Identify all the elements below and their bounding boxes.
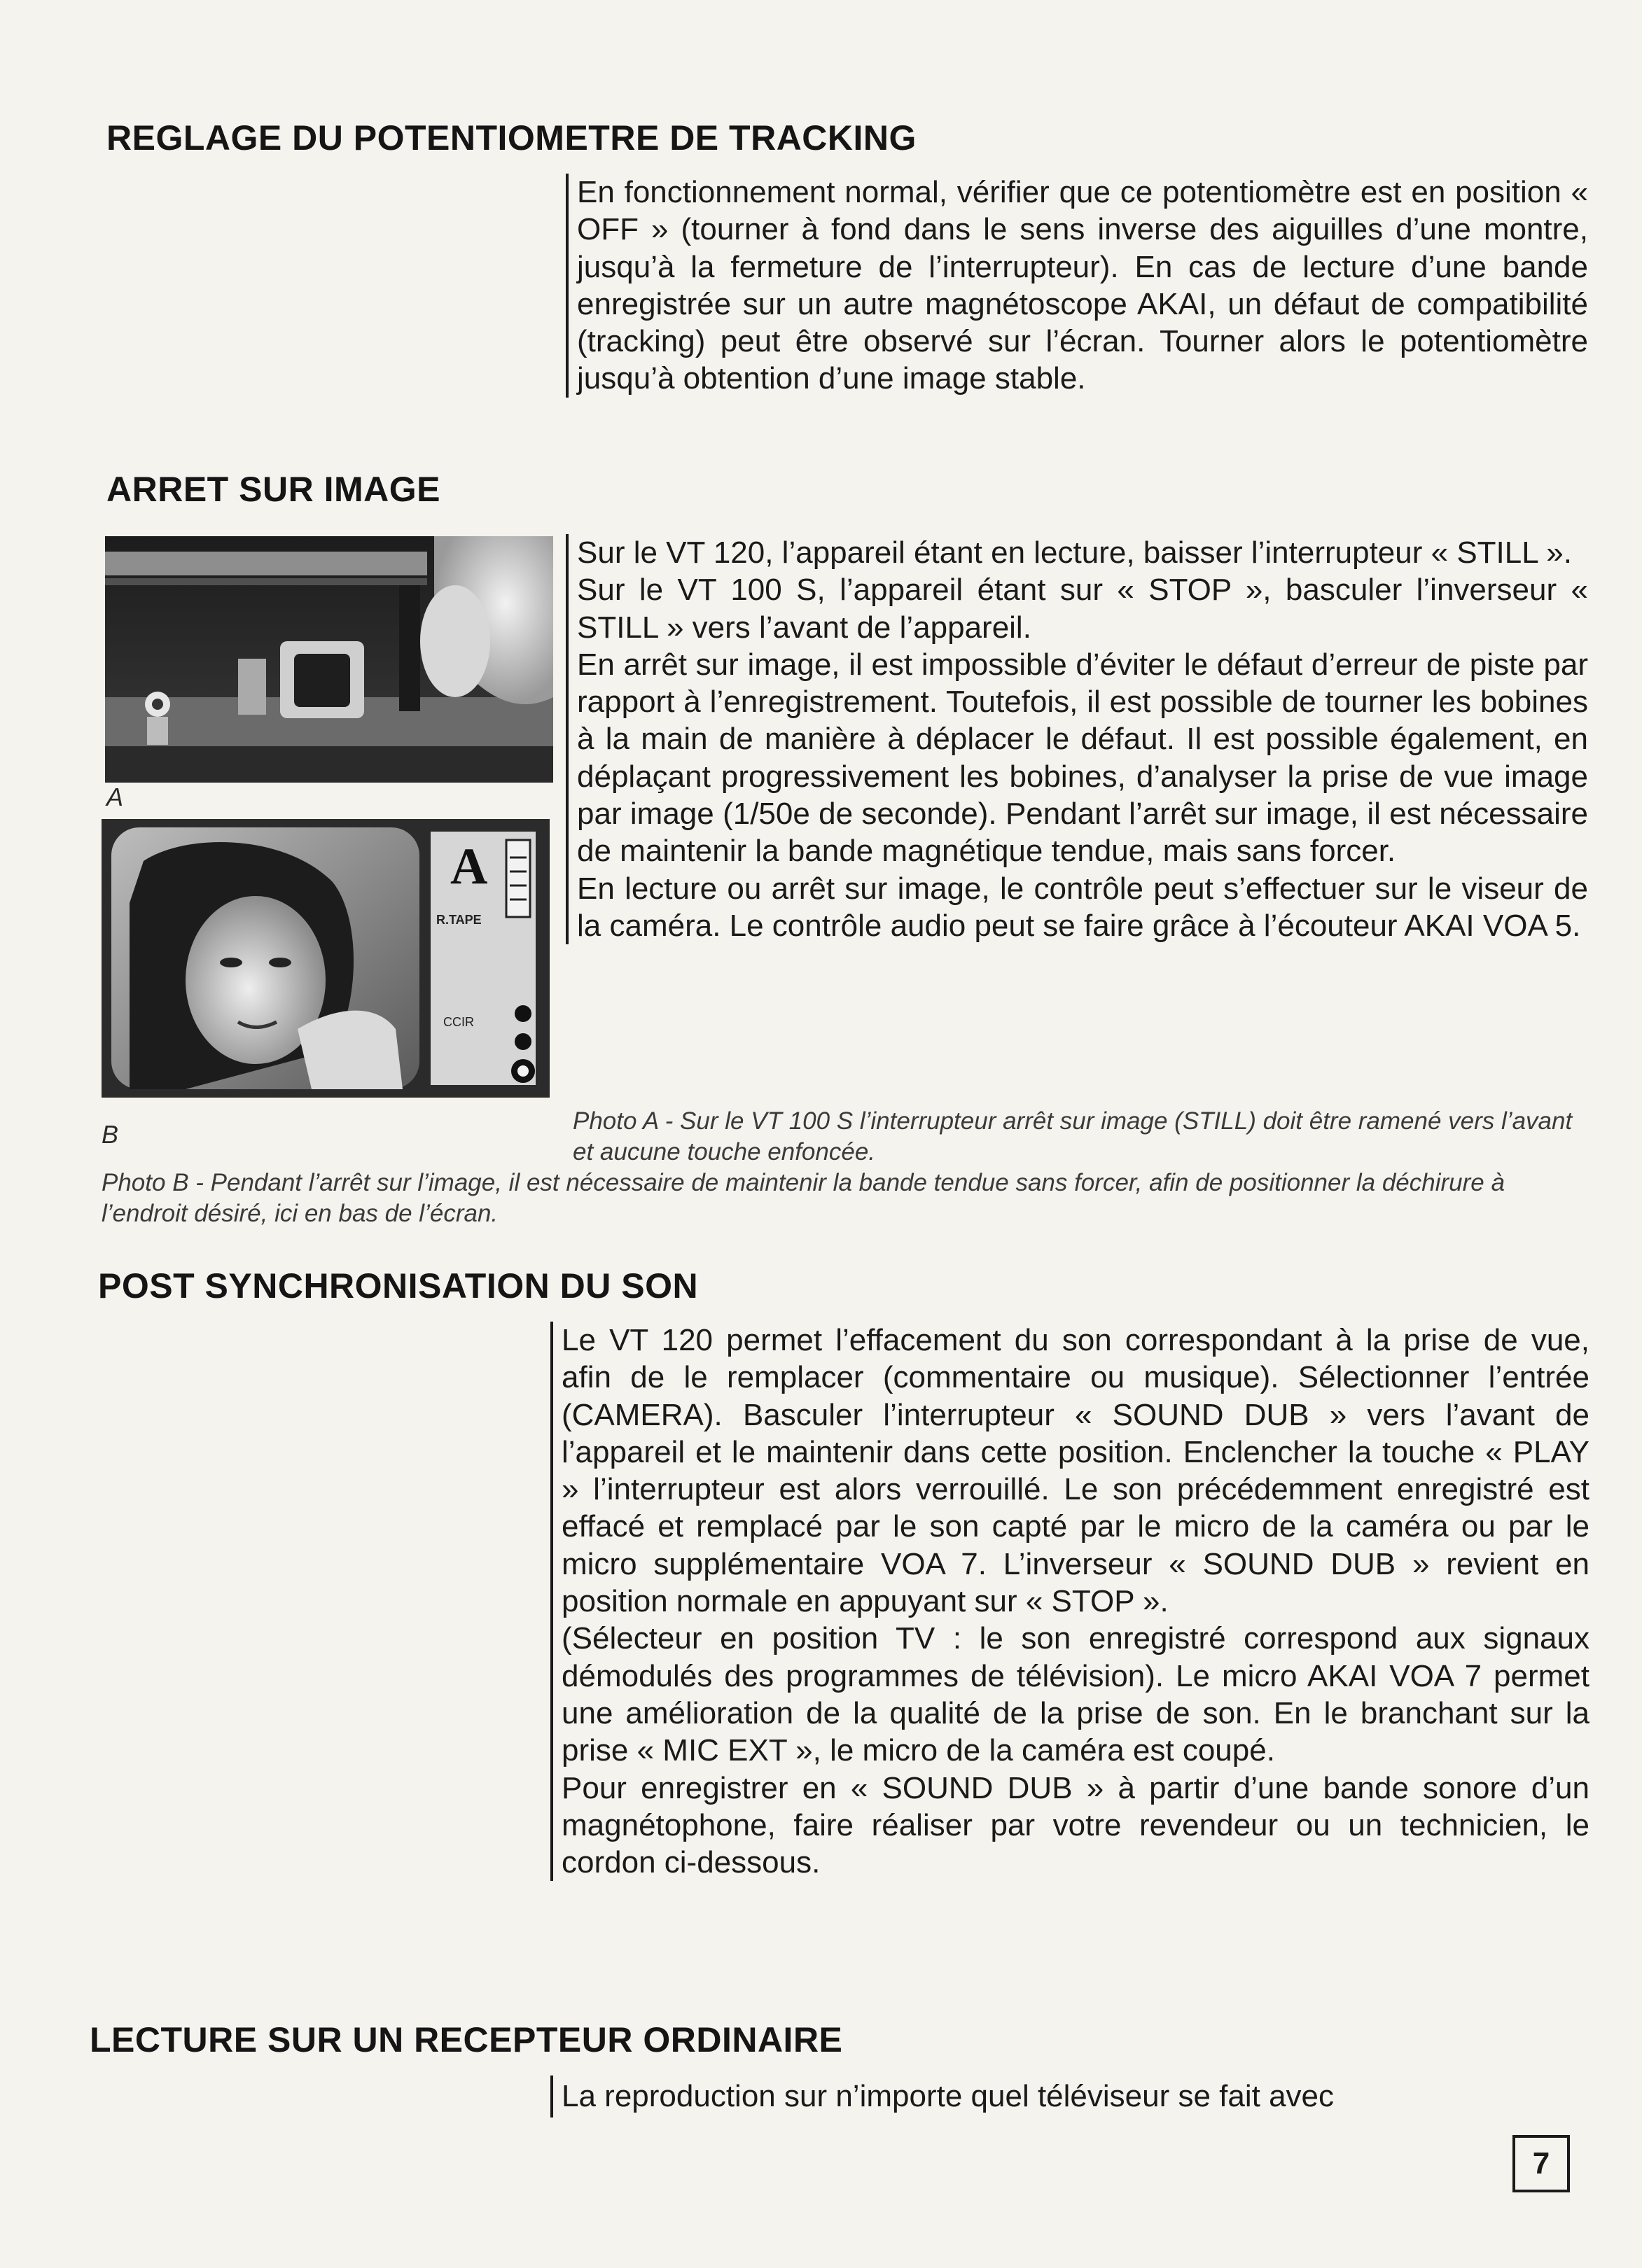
still-paragraph-4: En lecture ou arrêt sur image, le contrôle peut s’effectuer sur le viseur de la caméra. Le contrôle audio peut se faire grâce à l’écouteur AKAI VOA 5.	[577, 871, 1588, 943]
tracking-text-block	[566, 174, 1588, 398]
photo-b-label: B	[102, 1120, 119, 1149]
photo-b-tape-label: R.TAPE	[436, 913, 482, 927]
section-title-playback: LECTURE SUR UN RECEPTEUR ORDINAIRE	[90, 2020, 843, 2059]
tracking-paragraph: En fonctionnement normal, vérifier que ce potentiomètre est en position « OFF » (tourner à fond dans le sens inverse des aiguilles d’une montre, jusqu’à la fermeture de l’interrupteur). En cas de lecture d’une bande enregistrée sur un autre magnétoscope AKAI, un défaut de compatibilité (tracking) peut être observé sur l’écran. Tourner alors le potentiomètre jusqu’à obtention d’une image stable.	[577, 175, 1588, 396]
photo-b-ccir-label: CCIR	[443, 1015, 474, 1029]
caption-photo-a: Photo A - Sur le VT 100 S l’interrupteur arrêt sur image (STILL) doit être ramené vers l’avant et aucune touche enfoncée.	[573, 1107, 1573, 1166]
caption-photo-b: Photo B - Pendant l’arrêt sur l’image, il est nécessaire de maintenir la bande tendue sans forcer, afin de positionner la déchirure à l’endroit désiré, ici en bas de l’écran.	[102, 1169, 1505, 1227]
post-sync-paragraph-3: Pour enregistrer en « SOUND DUB » à partir d’une bande sonore d’un magnétophone, faire réaliser par votre revendeur ou un technicien, le cordon ci-dessous.	[562, 1770, 1589, 1880]
still-paragraph-1: Sur le VT 120, l’appareil étant en lecture, baisser l’interrupteur « STILL ».	[577, 536, 1572, 570]
post-sync-paragraph-2: (Sélecteur en position TV : le son enregistré correspond aux signaux démodulés des programmes de télévision). Le micro AKAI VOA 7 permet une amélioration de la qualité de la prise de son. En le branchant sur la prise « MIC EXT », le micro de la caméra est coupé.	[562, 1621, 1589, 1768]
photo-a-image	[105, 536, 553, 783]
photo-b	[102, 819, 550, 1098]
post-sync-paragraph-1: Le VT 120 permet l’effacement du son correspondant à la prise de vue, afin de le remplacer (commentaire ou musique). Sélectionner l’entrée (CAMERA). Basculer l’interrupteur « SOUND DUB » vers l’avant de l’appareil et le maintenir dans cette position. Enclencher la touche « PLAY » l’interrupteur est alors verrouillé. Le son précédemment enregistré est effacé et remplacé par le son capté par le micro de la caméra ou par le micro supplémentaire VOA 7. L’inverseur « SOUND DUB » revient en position normale en appuyant sur « STOP ».	[562, 1323, 1589, 1619]
still-paragraph-3: En arrêt sur image, il est impossible d’éviter le défaut d’erreur de piste par rapport à l’enregistrement. Toutefois, il est possible de tourner les bobines à la main de manière à déplacer le défaut. Il est possible également, en déplaçant progressivement les bobines, d’analyser la prise de vue image par image (1/50e de seconde). Pendant l’arrêt sur image, il est nécessaire de maintenir la bande magnétique tendue, mais sans forcer.	[577, 647, 1588, 869]
section-title-post-sync: POST SYNCHRONISATION DU SON	[98, 1266, 699, 1306]
photo-b-logo: A	[450, 838, 488, 895]
photo-a-label: A	[106, 783, 124, 811]
playback-text-block	[550, 2076, 1589, 2118]
page-number: 7	[1512, 2135, 1570, 2192]
photo-b-image	[102, 819, 550, 1098]
section-title-tracking: REGLAGE DU POTENTIOMETRE DE TRACKING	[106, 118, 917, 158]
post-sync-text-block	[550, 1322, 1589, 1881]
still-paragraph-2: Sur le VT 100 S, l’appareil étant sur « STOP », basculer l’inverseur « STILL » vers l’avant de l’appareil.	[577, 573, 1588, 645]
photo-a	[105, 536, 553, 783]
section-title-still: ARRET SUR IMAGE	[106, 470, 440, 509]
still-text-block	[566, 534, 1588, 944]
playback-paragraph: La reproduction sur n’importe quel téléviseur se fait avec	[562, 2079, 1335, 2113]
